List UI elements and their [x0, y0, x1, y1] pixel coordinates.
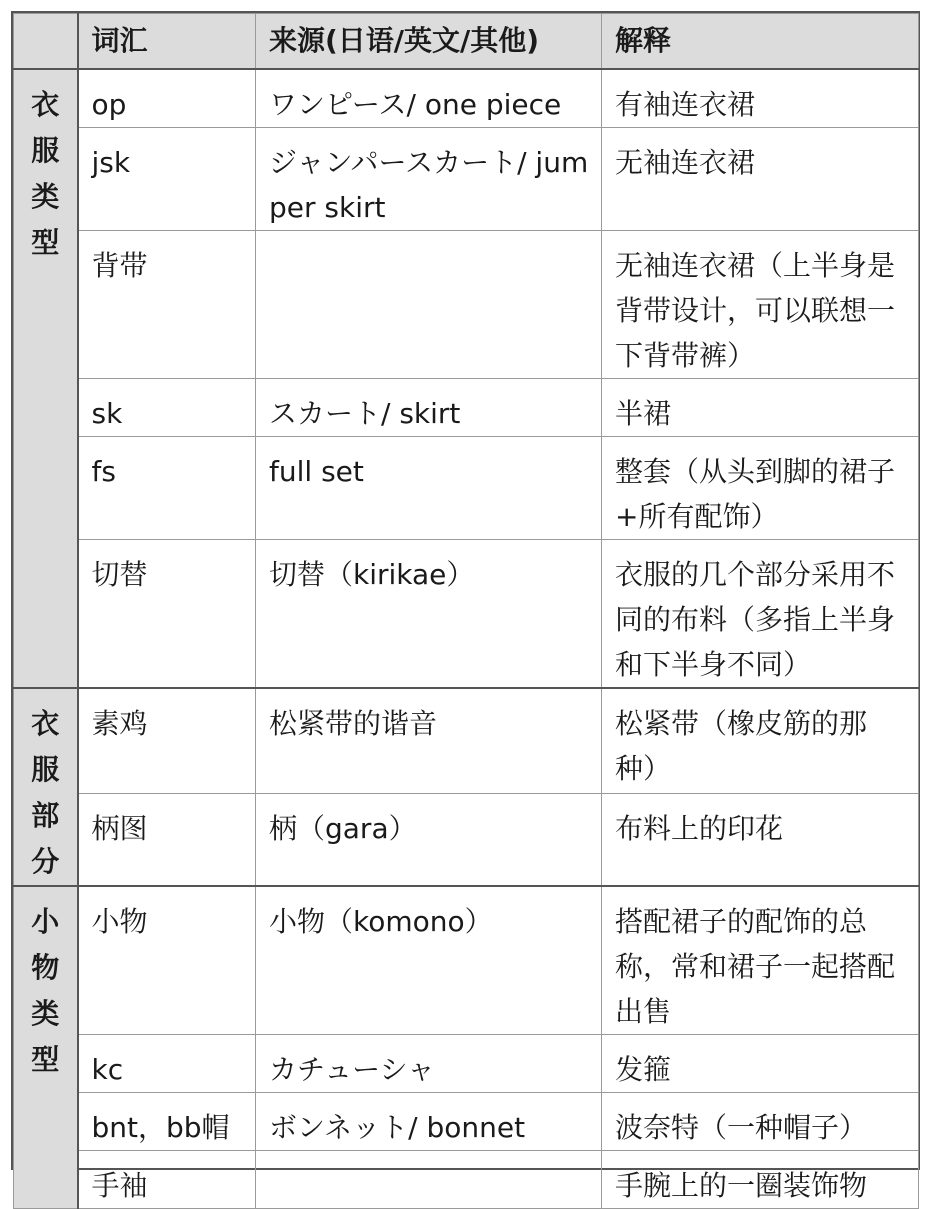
source-cell: 柄（gara）: [256, 793, 602, 885]
category-char: 小: [31, 904, 60, 938]
category-char: 服: [31, 133, 60, 167]
table-row: [14, 886, 919, 1035]
source-cell: ジャンパースカート/ jumper skirt: [256, 127, 602, 230]
meaning-cell: 搭配裙子的配饰的总称，常和裙子一起搭配出售: [602, 886, 919, 1035]
category-cell: [14, 69, 78, 688]
table-row: [14, 1150, 919, 1208]
category-char: 类: [31, 996, 60, 1030]
category-char: 部: [31, 798, 60, 832]
meaning-cell: 松紧带（橡皮筋的那种）: [602, 688, 919, 794]
category-char: 服: [31, 752, 60, 786]
meaning-cell: 半裙: [602, 378, 919, 436]
term-cell: jsk: [78, 127, 256, 230]
glossary-table: [13, 13, 919, 1209]
category-char: 类: [31, 179, 60, 213]
source-cell: [256, 1150, 602, 1208]
source-cell: [256, 230, 602, 378]
source-cell: 松紧带的谐音: [256, 688, 602, 794]
table-row: [14, 127, 919, 230]
source-cell: 切替（kirikae）: [256, 539, 602, 688]
term-cell: bnt，bb帽: [78, 1092, 256, 1150]
term-cell: 素鸡: [78, 688, 256, 794]
category-char: 型: [31, 225, 60, 259]
meaning-cell: 无袖连衣裙: [602, 127, 919, 230]
category-char: 型: [31, 1042, 60, 1076]
table-row: [14, 230, 919, 378]
source-cell: カチューシャ: [256, 1034, 602, 1092]
category-char: 分: [31, 844, 60, 878]
table-row: [14, 793, 919, 885]
table-row: [14, 688, 919, 794]
source-cell: 小物（komono）: [256, 886, 602, 1035]
header-category: [14, 14, 78, 69]
header-row: [14, 14, 919, 69]
header-meaning: 解释: [602, 14, 919, 69]
category-char: 衣: [31, 87, 60, 121]
meaning-cell: 整套（从头到脚的裙子+所有配饰）: [602, 436, 919, 539]
table-row: [14, 1034, 919, 1092]
meaning-cell: 发箍: [602, 1034, 919, 1092]
table-row: [14, 378, 919, 436]
meaning-cell: 波奈特（一种帽子）: [602, 1092, 919, 1150]
meaning-cell: 无袖连衣裙（上半身是背带设计，可以联想一下背带裤）: [602, 230, 919, 378]
term-cell: op: [78, 69, 256, 128]
term-cell: kc: [78, 1034, 256, 1092]
category-cell: [14, 688, 78, 886]
table-row: [14, 436, 919, 539]
term-cell: 手袖: [78, 1150, 256, 1208]
table-row: [14, 539, 919, 688]
category-cell: [14, 886, 78, 1209]
table-row: [14, 69, 919, 128]
meaning-cell: 手腕上的一圈装饰物: [602, 1150, 919, 1208]
term-cell: 切替: [78, 539, 256, 688]
term-cell: 柄图: [78, 793, 256, 885]
meaning-cell: 布料上的印花: [602, 793, 919, 885]
header-term: 词汇: [78, 14, 256, 69]
header-source: 来源(日语/英文/其他): [256, 14, 602, 69]
term-cell: sk: [78, 378, 256, 436]
term-cell: 小物: [78, 886, 256, 1035]
meaning-cell: 有袖连衣裙: [602, 69, 919, 128]
source-cell: スカート/ skirt: [256, 378, 602, 436]
source-cell: ボンネット/ bonnet: [256, 1092, 602, 1150]
glossary-sheet: [11, 11, 920, 1202]
category-char: 物: [31, 950, 60, 984]
source-cell: ワンピース/ one piece: [256, 69, 602, 128]
meaning-cell: 衣服的几个部分采用不同的布料（多指上半身和下半身不同）: [602, 539, 919, 688]
table-row: [14, 1092, 919, 1150]
category-char: 衣: [31, 706, 60, 740]
source-cell: full set: [256, 436, 602, 539]
term-cell: fs: [78, 436, 256, 539]
term-cell: 背带: [78, 230, 256, 378]
